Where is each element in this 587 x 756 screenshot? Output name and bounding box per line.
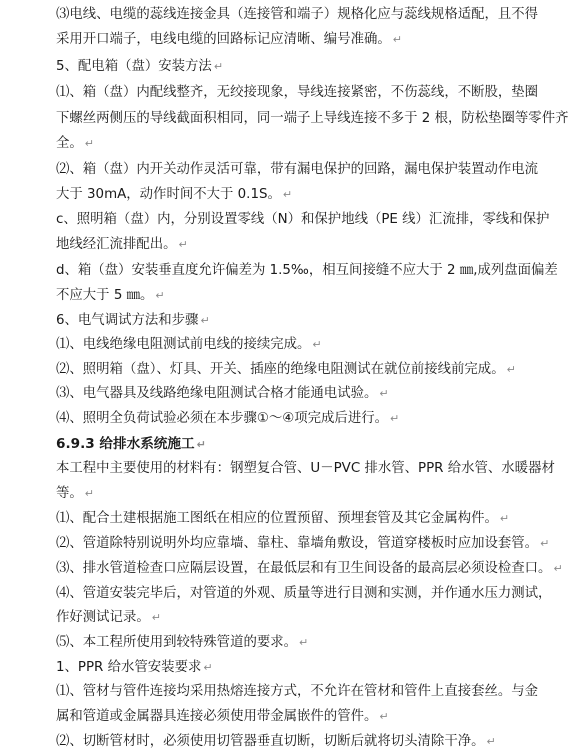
line-text: 不应大于 5 ㎜。 <box>56 288 154 303</box>
line-text: 5、配电箱（盘）安装方法 <box>56 59 212 74</box>
paragraph-mark-icon: ↵ <box>84 487 94 500</box>
text-line-26 <box>56 634 556 652</box>
line-text: 6、电气调试方法和步骤 <box>56 313 199 328</box>
line-text: d、箱（盘）安装垂直度允许偏差为 1.5‰，相互间接缝不应大于 2 ㎜,成列盘面偏差 <box>56 263 558 278</box>
text-line-11 <box>56 262 556 280</box>
text-line-7 <box>56 161 556 179</box>
line-text: ⑴、电线绝缘电阻测试前电线的接续完成。 <box>56 337 311 352</box>
line-text: 采用开口端子，电线电缆的回路标记应清晰、编号准确。 <box>56 32 391 47</box>
paragraph-mark-icon: ↵ <box>155 289 165 302</box>
paragraph-mark-icon: ↵ <box>553 562 563 575</box>
line-text: ⑴、管材与管件连接均采用热熔连接方式，不允许在管材和管件上直接套丝。与金 <box>56 684 539 699</box>
paragraph-mark-icon: ↵ <box>299 636 309 649</box>
line-text: ⑵、管道除特别说明外均应靠墙、靠柱、靠墙角敷设，管道穿楼板时应加设套管。 <box>56 536 539 551</box>
paragraph-mark-icon: ↵ <box>196 438 206 451</box>
text-line-1 <box>56 6 556 24</box>
text-line-12 <box>56 287 556 305</box>
text-line-14 <box>56 336 556 354</box>
paragraph-mark-icon: ↵ <box>540 537 550 550</box>
text-line-9 <box>56 211 556 229</box>
text-line-15 <box>56 361 556 379</box>
text-line-2 <box>56 31 556 49</box>
paragraph-mark-icon: ↵ <box>379 710 389 723</box>
paragraph-mark-icon: ↵ <box>282 188 293 201</box>
text-line-21 <box>56 510 556 528</box>
line-text: 1、PPR 给水管安装要求 <box>56 660 202 675</box>
paragraph-mark-icon: ↵ <box>213 60 224 73</box>
paragraph-mark-icon: ↵ <box>499 512 510 525</box>
line-text: ⑷、照明全负荷试验必须在本步骤①～④项完成后进行。 <box>56 411 388 426</box>
text-line-6 <box>56 135 556 153</box>
line-text: ⑷、管道安装完毕后，对管道的外观、质量等进行目测和实测，并作通水压力测试， <box>56 586 552 601</box>
paragraph-mark-icon: ↵ <box>379 387 389 400</box>
text-line-25 <box>56 609 556 627</box>
line-text: 大于 30mA，动作时间不大于 0.1S。 <box>56 187 281 202</box>
line-text: ⑵、照明箱（盘）、灯具、开关、插座的绝缘电阻测试在就位前接线前完成。 <box>56 362 505 377</box>
text-line-13 <box>56 312 556 330</box>
line-text: ⑶电线、电缆的蕊线连接金具（连接管和端子）规格化应与蕊线规格适配，且不得 <box>56 7 539 22</box>
text-line-3 <box>56 58 556 76</box>
paragraph-mark-icon: ↵ <box>151 611 161 624</box>
line-text: 属和管道或金属器具连接必须使用带金属嵌件的管件。 <box>56 709 378 724</box>
text-line-19 <box>56 460 556 478</box>
text-line-27 <box>56 659 556 677</box>
paragraph-mark-icon: ↵ <box>390 412 400 425</box>
paragraph-mark-icon: ↵ <box>200 314 210 327</box>
section-heading <box>56 435 556 454</box>
text-line-8 <box>56 186 556 204</box>
text-line-17 <box>56 410 556 428</box>
text-line-5 <box>56 110 569 128</box>
text-line-16 <box>56 385 556 403</box>
text-line-24 <box>56 585 556 603</box>
text-line-29 <box>56 708 556 726</box>
text-line-28 <box>56 683 556 701</box>
line-text: ⑶、电气器具及线路绝缘电阻测试合格才能通电试验。 <box>56 386 378 401</box>
paragraph-mark-icon: ↵ <box>312 338 322 351</box>
line-text: ⑸、本工程所使用到较特殊管道的要求。 <box>56 635 298 650</box>
paragraph-mark-icon: ↵ <box>203 661 213 674</box>
line-text: ⑵、箱（盘）内开关动作灵活可靠，带有漏电保护的回路，漏电保护装置动作电流 <box>56 162 539 177</box>
text-line-22 <box>56 535 556 553</box>
paragraph-mark-icon: ↵ <box>506 363 516 376</box>
line-text: 等。 <box>56 486 83 501</box>
text-line-4 <box>56 84 556 102</box>
paragraph-mark-icon: ↵ <box>392 33 402 46</box>
line-text: 地线经汇流排配出。 <box>56 237 177 252</box>
paragraph-mark-icon: ↵ <box>486 735 496 748</box>
line-text: 本工程中主要使用的材料有：钢塑复合管、U－PVC 排水管、PPR 给水管、水暖器材 <box>56 461 555 476</box>
line-text: ⑶、排水管道检查口应隔层设置，在最低层和有卫生间设备的最高层必须设检查口。 <box>56 561 552 576</box>
line-text: 下螺丝两侧压的导线截面积相同，同一端子上导线连接不多于 2 根，防松垫圈等零件齐 <box>56 111 569 126</box>
line-text: 全。 <box>56 136 83 151</box>
text-line-23 <box>56 560 563 578</box>
line-text: c、照明箱（盘）内，分别设置零线（N）和保护地线（PE 线）汇流排，零线和保护 <box>56 212 550 227</box>
text-line-30 <box>56 733 556 751</box>
line-text: ⑴、配合土建根据施工图纸在相应的位置预留、预埋套管及其它金属构件。 <box>56 511 498 526</box>
paragraph-mark-icon: ↵ <box>84 137 94 150</box>
text-line-20 <box>56 485 556 503</box>
heading-text: 6.9.3 给排水系统施工 <box>56 436 195 452</box>
paragraph-mark-icon: ↵ <box>178 238 188 251</box>
line-text: ⑵、切断管材时，必须使用切管器垂直切断，切断后就将切头清除干净。 <box>56 734 485 749</box>
text-line-10 <box>56 236 556 254</box>
line-text: 作好测试记录。 <box>56 610 150 625</box>
line-text: ⑴、箱（盘）内配线整齐，无绞接现象，导线连接紧密，不伤蕊线，不断股，垫圈 <box>56 85 539 100</box>
